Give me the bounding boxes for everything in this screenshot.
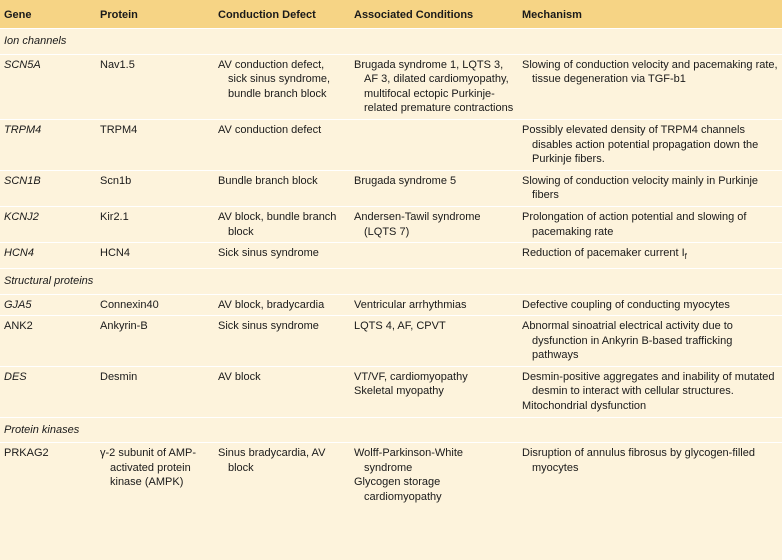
conditions-cell: [350, 206, 518, 242]
col-header-gene: Gene: [0, 0, 96, 29]
conditions-text: Brugada syndrome 1, LQTS 3, AF 3, dilated cardiomyopathy, multifocal ectopic Purkinje-related premature contractions: [354, 58, 514, 115]
gene-cell: ANK2: [0, 316, 96, 367]
mechanism-cell: [518, 119, 782, 170]
conditions-text: LQTS 4, AF, CPVT: [354, 320, 446, 333]
defect-cell: [214, 366, 350, 417]
conditions-cell: [350, 294, 518, 316]
table-row: [0, 443, 782, 508]
conditions-text: VT/VF, cardiomyopathy: [354, 370, 468, 383]
table-row: [0, 119, 782, 170]
conditions-text-2: Skeletal myopathy: [354, 385, 444, 398]
section-label: Ion channels: [0, 29, 782, 55]
mechanism-cell: [518, 366, 782, 417]
defect-cell: [214, 119, 350, 170]
conditions-cell: [350, 443, 518, 508]
defect-text: AV conduction defect: [218, 123, 322, 136]
defect-cell: [214, 443, 350, 508]
mechanism-cell: [518, 443, 782, 508]
defect-cell: [214, 54, 350, 119]
conditions-text: Ventricular arrhythmias: [354, 298, 467, 311]
defect-cell: [214, 170, 350, 206]
mechanism-cell: [518, 243, 782, 269]
defect-text: Bundle branch block: [218, 174, 318, 187]
gene-cell: SCN5A: [0, 54, 96, 119]
conditions-text: Andersen-Tawil syndrome (LQTS 7): [354, 210, 481, 238]
section-row: [0, 268, 782, 294]
mechanism-text: Desmin-positive aggregates and inability of mutated desmin to interact with cellular structures.: [522, 370, 775, 398]
protein-cell: Ankyrin-B: [96, 316, 214, 367]
header-row: [0, 0, 782, 29]
gene-cell: HCN4: [0, 243, 96, 269]
col-header-defect: Conduction Defect: [214, 0, 350, 29]
conditions-text: Brugada syndrome 5: [354, 174, 457, 187]
conditions-cell: [350, 119, 518, 170]
conditions-cell: [350, 243, 518, 269]
mechanism-text: [522, 246, 778, 265]
mechanism-text: Defective coupling of conducting myocytes: [522, 298, 730, 311]
table-row: [0, 316, 782, 367]
defect-text: Sinus bradycardia, AV block: [218, 447, 326, 474]
mechanism-cell: [518, 170, 782, 206]
protein-text: γ-2 subunit of AMP-activated protein kinase (AMPK): [100, 447, 196, 489]
protein-cell: Connexin40: [96, 294, 214, 316]
defect-text: AV block, bundle branch block: [218, 210, 337, 238]
defect-text: AV block: [218, 370, 261, 383]
mechanism-cell: [518, 54, 782, 119]
defect-cell: [214, 206, 350, 242]
mechanism-cell: [518, 316, 782, 367]
table-row: [0, 54, 782, 119]
mechanism-text: Disruption of annulus fibrosus by glycogen-filled myocytes: [522, 447, 755, 474]
mechanism-text: Slowing of conduction velocity and pacemaking rate, tissue degeneration via TGF-b1: [522, 58, 778, 86]
conditions-cell: [350, 366, 518, 417]
mechanism-cell: [518, 294, 782, 316]
mechanism-text: Prolongation of action potential and slowing of pacemaking rate: [522, 210, 747, 238]
conditions-text: Wolff-Parkinson-White syndrome: [354, 447, 464, 474]
gene-cell: TRPM4: [0, 119, 96, 170]
gene-cell: GJA5: [0, 294, 96, 316]
mechanism-main: Reduction of pacemaker current I: [522, 247, 685, 260]
gene-cell: PRKAG2: [0, 443, 96, 508]
protein-cell: HCN4: [96, 243, 214, 269]
gene-cell: SCN1B: [0, 170, 96, 206]
defect-text: Sick sinus syndrome: [218, 320, 319, 333]
mechanism-cell: [518, 206, 782, 242]
gene-cell: KCNJ2: [0, 206, 96, 242]
defect-text: AV conduction defect, sick sinus syndrome, bundle branch block: [218, 58, 331, 100]
mechanism-text: Abnormal sinoatrial electrical activity due to dysfunction in Ankyrin B-based trafficking pathways: [522, 320, 733, 362]
conditions-cell: [350, 316, 518, 367]
protein-cell: Scn1b: [96, 170, 214, 206]
defect-text: AV block, bradycardia: [218, 298, 325, 311]
protein-cell: Nav1.5: [96, 54, 214, 119]
table-row: [0, 366, 782, 417]
table-row: [0, 243, 782, 269]
table-row: [0, 206, 782, 242]
col-header-protein: Protein: [96, 0, 214, 29]
section-label: Structural proteins: [0, 268, 782, 294]
defect-cell: [214, 316, 350, 367]
protein-cell: [96, 443, 214, 508]
conditions-text-2: Glycogen storage cardiomyopathy: [354, 476, 442, 504]
defect-cell: [214, 294, 350, 316]
gene-cell: DES: [0, 366, 96, 417]
mechanism-subscript: f: [684, 252, 687, 262]
col-header-conditions: Associated Conditions: [350, 0, 518, 29]
section-label: Protein kinases: [0, 417, 782, 443]
col-header-mechanism: Mechanism: [518, 0, 782, 29]
conditions-cell: [350, 170, 518, 206]
protein-cell: TRPM4: [96, 119, 214, 170]
mechanism-text-2: Mitochondrial dysfunction: [522, 400, 647, 413]
conditions-cell: [350, 54, 518, 119]
table-row: [0, 294, 782, 316]
defect-text: Sick sinus syndrome: [218, 247, 319, 260]
protein-cell: Desmin: [96, 366, 214, 417]
section-row: [0, 29, 782, 55]
protein-cell: Kir2.1: [96, 206, 214, 242]
section-row: [0, 417, 782, 443]
table-row: [0, 170, 782, 206]
mechanism-text: Possibly elevated density of TRPM4 channels disables action potential propagation down the Purkinje fibers.: [522, 123, 759, 166]
mechanism-text: Slowing of conduction velocity mainly in Purkinje fibers: [522, 174, 759, 202]
defect-cell: [214, 243, 350, 269]
